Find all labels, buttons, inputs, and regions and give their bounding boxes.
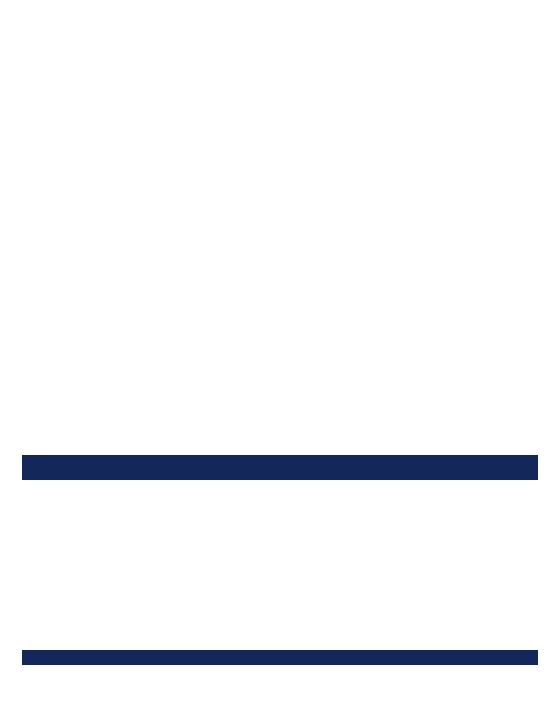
package-subheader xyxy=(200,473,465,480)
tire-header xyxy=(22,650,538,665)
